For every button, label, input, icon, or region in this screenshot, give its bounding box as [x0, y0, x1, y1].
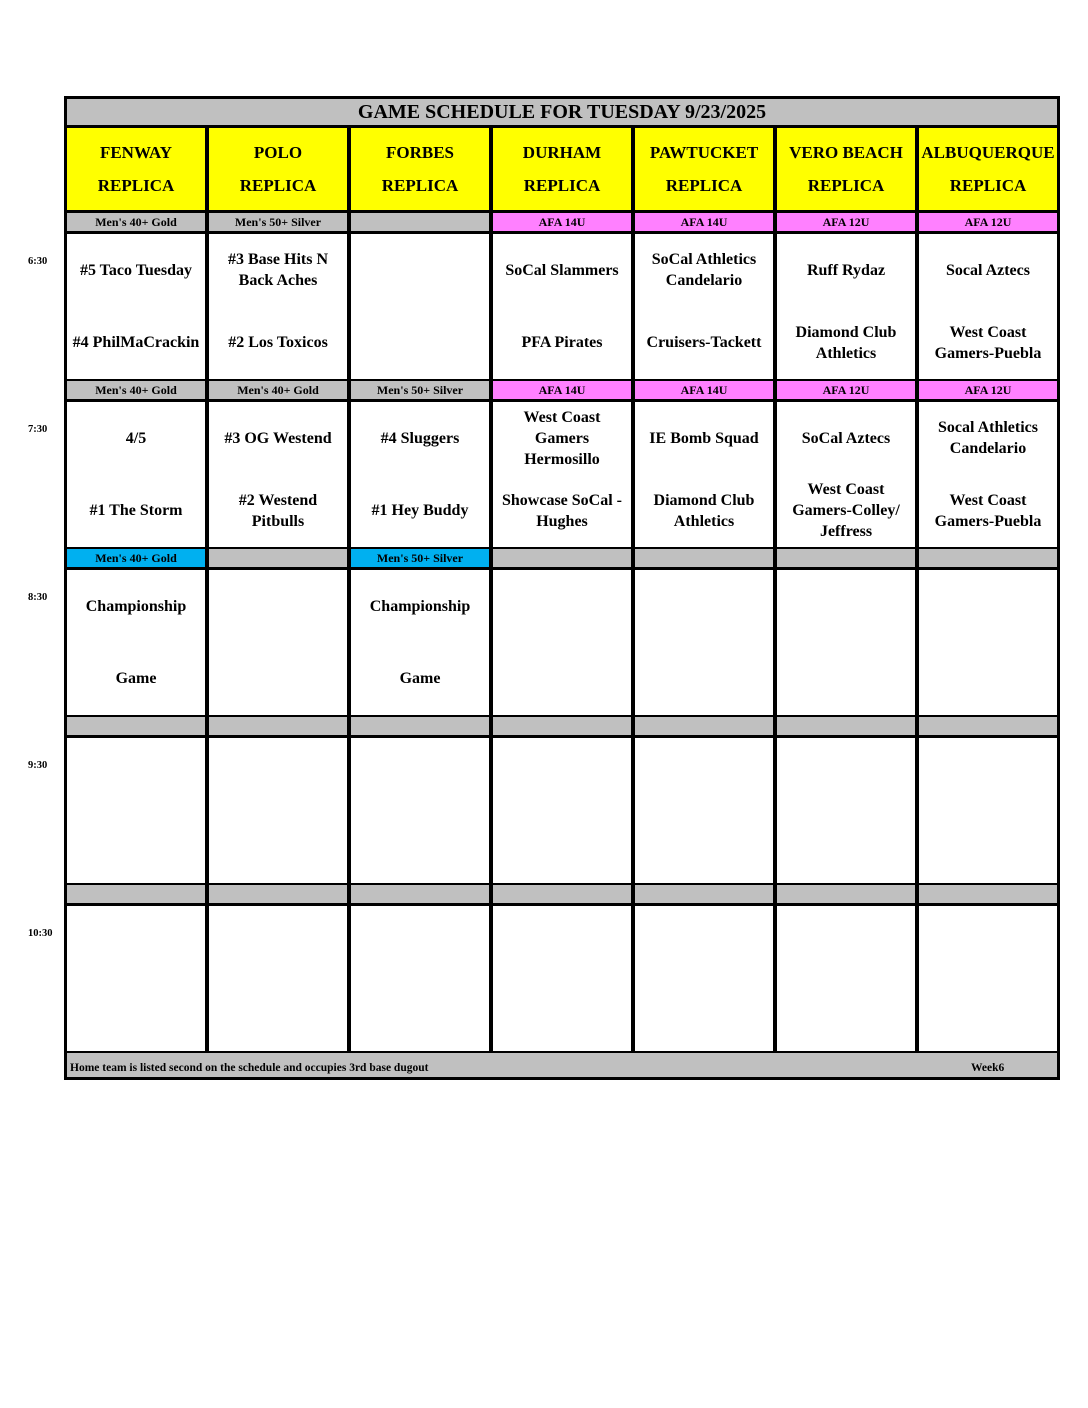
- division-band: [777, 549, 915, 567]
- game-cell: [777, 906, 915, 1051]
- field-header: [67, 128, 205, 210]
- game-cell: [635, 234, 773, 379]
- home-team: West Coast Gamers-Colley/ Jeffress: [792, 481, 900, 540]
- division-band: [919, 549, 1057, 567]
- division-band: [67, 717, 205, 735]
- division-band: [351, 213, 489, 231]
- away-team: #4 Sluggers: [380, 429, 460, 447]
- time-label: 7:30: [28, 424, 48, 435]
- schedule-grid: [64, 96, 1060, 1080]
- home-team: [635, 810, 773, 883]
- game-cell: [209, 738, 347, 883]
- field-subtitle: REPLICA: [523, 176, 601, 195]
- division-band: AFA 12U: [919, 213, 1057, 231]
- division-band: Men's 50+ Silver: [351, 381, 489, 399]
- division-band: Men's 40+ Gold: [67, 549, 205, 567]
- home-team: Game: [399, 670, 441, 687]
- time-label: 6:30: [28, 256, 48, 267]
- away-team: Championship: [85, 597, 187, 615]
- game-cell: [351, 234, 489, 379]
- home-team: Diamond Club Athletics: [795, 323, 897, 362]
- game-cell: [351, 570, 489, 715]
- away-team: SoCal Aztecs: [801, 429, 891, 447]
- division-band: [209, 717, 347, 735]
- away-team: [67, 738, 205, 810]
- game-cell: [493, 906, 631, 1051]
- away-team: [209, 570, 347, 642]
- division-band: [635, 549, 773, 567]
- home-team: [209, 810, 347, 883]
- home-team: [67, 978, 205, 1051]
- away-team: #3 Base Hits N Back Aches: [228, 251, 328, 289]
- field-name: FORBES: [385, 143, 455, 162]
- game-cell: [67, 738, 205, 883]
- home-team: Diamond Club Athletics: [653, 491, 755, 530]
- field-name: ALBUQUERQUE: [921, 143, 1055, 162]
- home-team: [777, 978, 915, 1051]
- away-team: [209, 906, 347, 978]
- home-team: Cruisers-Tackett: [646, 334, 762, 351]
- division-band: Men's 50+ Silver: [351, 549, 489, 567]
- division-band: [493, 549, 631, 567]
- game-cell: [635, 402, 773, 547]
- game-cell: [209, 234, 347, 379]
- away-team: SoCal Athletics Candelario: [651, 251, 757, 289]
- division-band: [493, 717, 631, 735]
- division-band: AFA 12U: [777, 213, 915, 231]
- field-subtitle: REPLICA: [381, 176, 459, 195]
- game-cell: [493, 738, 631, 883]
- home-team: [493, 978, 631, 1051]
- game-cell: [635, 738, 773, 883]
- game-cell: [493, 570, 631, 715]
- home-team: [351, 810, 489, 883]
- home-team: #1 The Storm: [89, 502, 183, 519]
- division-band: Men's 40+ Gold: [67, 381, 205, 399]
- home-team: [351, 306, 489, 379]
- footer-note: Home team is listed second on the schedule and occupies 3rd base dugout: [70, 1062, 429, 1074]
- page-title: GAME SCHEDULE FOR TUESDAY 9/23/2025: [67, 99, 1057, 125]
- field-subtitle: REPLICA: [665, 176, 743, 195]
- away-team: [351, 906, 489, 978]
- home-team: PFA Pirates: [521, 334, 603, 351]
- away-team: [919, 738, 1057, 810]
- away-team: West Coast Gamers Hermosillo: [523, 408, 601, 468]
- game-cell: [67, 234, 205, 379]
- home-team: West Coast Gamers-Puebla: [934, 491, 1042, 530]
- away-team: [67, 906, 205, 978]
- game-cell: [919, 402, 1057, 547]
- away-team: [919, 906, 1057, 978]
- home-team: [919, 978, 1057, 1051]
- home-team: Showcase SoCal - Hughes: [501, 491, 622, 530]
- field-name: PAWTUCKET: [649, 143, 759, 162]
- away-team: #3 OG Westend: [224, 429, 332, 447]
- division-band: [919, 717, 1057, 735]
- division-band: AFA 14U: [493, 381, 631, 399]
- game-cell: [67, 570, 205, 715]
- away-team: Championship: [369, 597, 471, 615]
- home-team: [351, 978, 489, 1051]
- game-cell: [919, 906, 1057, 1051]
- away-team: SoCal Slammers: [505, 261, 619, 279]
- away-team: [493, 570, 631, 642]
- home-team: [209, 978, 347, 1051]
- away-team: IE Bomb Squad: [649, 429, 759, 447]
- game-cell: [67, 402, 205, 547]
- home-team: #1 Hey Buddy: [371, 502, 469, 519]
- away-team: [635, 906, 773, 978]
- field-subtitle: REPLICA: [239, 176, 317, 195]
- home-team: [919, 810, 1057, 883]
- game-cell: [777, 570, 915, 715]
- home-team: #2 Los Toxicos: [228, 334, 328, 351]
- home-team: #2 Westend Pitbulls: [238, 491, 318, 530]
- division-band: [635, 717, 773, 735]
- away-team: [351, 234, 489, 306]
- game-cell: [635, 570, 773, 715]
- division-band: [67, 885, 205, 903]
- away-team: Socal Aztecs: [946, 261, 1030, 279]
- game-cell: [209, 570, 347, 715]
- home-team: [777, 810, 915, 883]
- away-team: 4/5: [125, 429, 147, 447]
- away-team: [777, 570, 915, 642]
- field-name: POLO: [253, 143, 303, 162]
- away-team: Ruff Rydaz: [806, 261, 886, 279]
- game-cell: [919, 738, 1057, 883]
- field-subtitle: REPLICA: [807, 176, 885, 195]
- away-team: [493, 738, 631, 810]
- division-band: [209, 549, 347, 567]
- home-team: [919, 642, 1057, 715]
- field-header: [209, 128, 347, 210]
- division-band: AFA 12U: [919, 381, 1057, 399]
- game-cell: [777, 402, 915, 547]
- division-band: [493, 885, 631, 903]
- field-header: [777, 128, 915, 210]
- time-label: 10:30: [28, 928, 53, 939]
- home-team: [493, 642, 631, 715]
- game-cell: [493, 234, 631, 379]
- field-subtitle: REPLICA: [949, 176, 1027, 195]
- division-band: AFA 14U: [493, 213, 631, 231]
- game-cell: [493, 402, 631, 547]
- game-cell: [635, 906, 773, 1051]
- field-header: [635, 128, 773, 210]
- home-team: #4 PhilMaCrackin: [72, 334, 200, 351]
- footer-bar: [67, 1053, 1057, 1077]
- field-header: [919, 128, 1057, 210]
- game-cell: [351, 402, 489, 547]
- away-team: [493, 906, 631, 978]
- division-band: [351, 885, 489, 903]
- away-team: [777, 738, 915, 810]
- home-team: [209, 642, 347, 715]
- away-team: [919, 570, 1057, 642]
- field-header: [351, 128, 489, 210]
- game-cell: [777, 738, 915, 883]
- game-cell: [209, 402, 347, 547]
- away-team: [209, 738, 347, 810]
- division-band: AFA 14U: [635, 381, 773, 399]
- game-cell: [919, 570, 1057, 715]
- game-cell: [351, 738, 489, 883]
- time-label: 9:30: [28, 760, 48, 771]
- division-band: [919, 885, 1057, 903]
- away-team: [777, 906, 915, 978]
- home-team: [635, 978, 773, 1051]
- home-team: West Coast Gamers-Puebla: [934, 323, 1042, 362]
- away-team: [351, 738, 489, 810]
- division-band: [777, 885, 915, 903]
- field-name: FENWAY: [99, 143, 173, 162]
- division-band: [209, 885, 347, 903]
- game-cell: [777, 234, 915, 379]
- division-band: [635, 885, 773, 903]
- field-header: [493, 128, 631, 210]
- game-cell: [67, 906, 205, 1051]
- division-band: [351, 717, 489, 735]
- away-team: [635, 738, 773, 810]
- division-band: AFA 12U: [777, 381, 915, 399]
- home-team: Game: [115, 670, 157, 687]
- field-name: VERO BEACH: [789, 143, 903, 162]
- division-band: Men's 50+ Silver: [209, 213, 347, 231]
- time-label: 8:30: [28, 592, 48, 603]
- away-team: Socal Athletics Candelario: [938, 419, 1038, 457]
- division-band: Men's 40+ Gold: [67, 213, 205, 231]
- game-cell: [351, 906, 489, 1051]
- week-label: Week6: [971, 1062, 1005, 1074]
- field-name: DURHAM: [522, 143, 602, 162]
- field-subtitle: REPLICA: [97, 176, 175, 195]
- game-cell: [209, 906, 347, 1051]
- away-team: #5 Taco Tuesday: [79, 261, 193, 279]
- away-team: [635, 570, 773, 642]
- division-band: Men's 40+ Gold: [209, 381, 347, 399]
- home-team: [67, 810, 205, 883]
- home-team: [635, 642, 773, 715]
- division-band: AFA 14U: [635, 213, 773, 231]
- game-cell: [919, 234, 1057, 379]
- division-band: [777, 717, 915, 735]
- home-team: [493, 810, 631, 883]
- home-team: [777, 642, 915, 715]
